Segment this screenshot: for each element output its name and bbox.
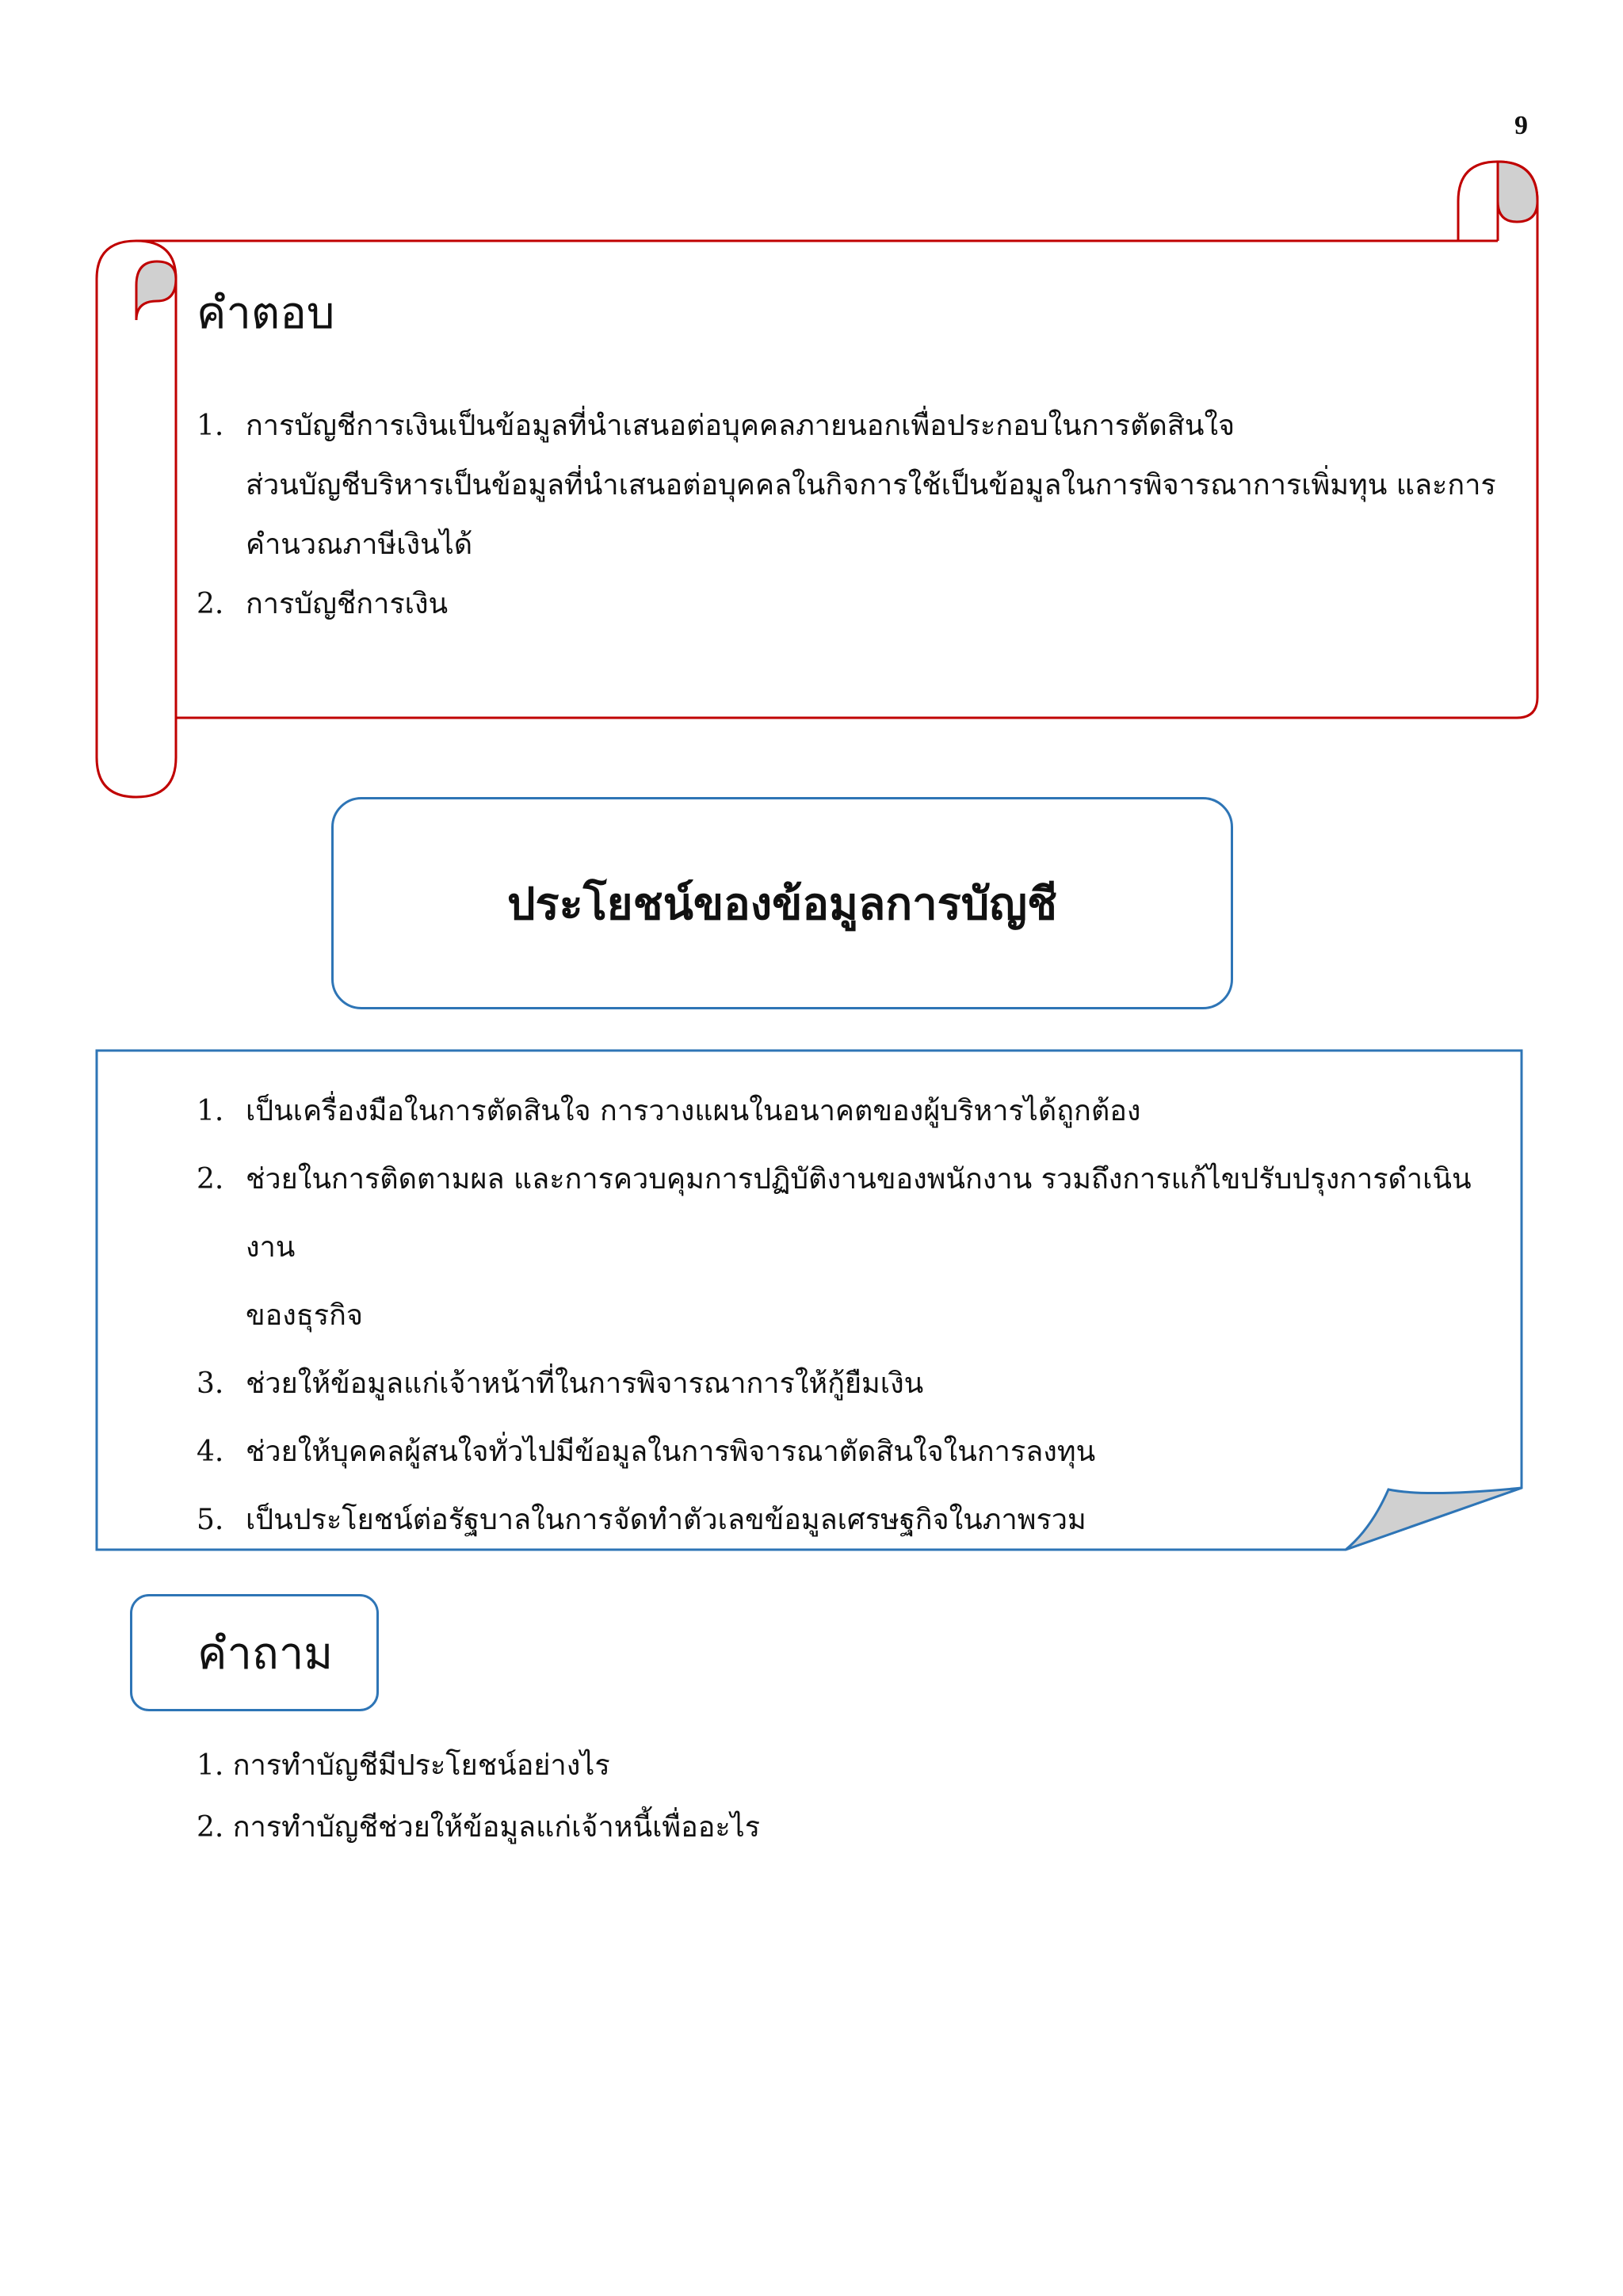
question-title: คำถาม <box>197 1627 334 1680</box>
answer-item-number: 2. <box>197 588 224 620</box>
benefit-item <box>197 1350 1496 1418</box>
benefit-item-line: เป็นประโยชน์ต่อรัฐบาลในการจัดทำตัวเลขข้อมูลเศรษฐกิจในภาพรวม <box>246 1504 1086 1536</box>
benefit-item-text <box>246 1350 1496 1418</box>
section-heading: ประโยชน์ของข้อมูลการบัญชี <box>507 877 1057 930</box>
benefit-item-number: 4. <box>197 1436 224 1468</box>
benefit-item-text <box>246 1418 1496 1486</box>
benefit-item-number: 3. <box>197 1367 224 1400</box>
answer-item-line: การบัญชีการเงิน <box>246 588 449 620</box>
benefit-item-line: ช่วยให้บุคคลผู้สนใจทั่วไปมีข้อมูลในการพิจารณาตัดสินใจในการลงทุน <box>246 1436 1096 1468</box>
answer-item-line: การบัญชีการเงินเป็นข้อมูลที่นำเสนอต่อบุคคลภายนอกเพื่อประกอบในการตัดสินใจ <box>246 410 1235 442</box>
question-item: 2. การทำบัญชีช่วยให้ข้อมูลแก่เจ้าหนี้เพื่ออะไร <box>197 1811 761 1844</box>
benefit-item-number: 5. <box>197 1504 224 1536</box>
benefit-item-line: ช่วยในการติดตามผล และการควบคุมการปฏิบัติงานของพนักงาน รวมถึงการแก้ไขปรับปรุงการดำเนินงาน <box>246 1163 1472 1264</box>
benefit-item-text <box>246 1146 1496 1350</box>
benefit-item <box>197 1146 1496 1350</box>
benefit-item-line: เป็นเครื่องมือในการตัดสินใจ การวางแผนในอนาคตของผู้บริหารได้ถูกต้อง <box>246 1095 1141 1127</box>
question-box <box>130 1594 379 1711</box>
benefit-item-line: ของธุรกิจ <box>246 1299 364 1332</box>
benefit-item-text <box>246 1077 1496 1146</box>
benefit-item <box>197 1418 1496 1486</box>
answer-title: คำตอบ <box>197 288 335 339</box>
benefit-item-line: ช่วยให้ข้อมูลแก่เจ้าหน้าที่ในการพิจารณาการให้กู้ยืมเงิน <box>246 1367 924 1400</box>
answer-item-line: ส่วนบัญชีบริหารเป็นข้อมูลที่นำเสนอต่อบุคคลในกิจการใช้เป็นข้อมูลในการพิจารณาการเพิ่มทุน และการ <box>246 469 1496 502</box>
benefits-list <box>197 1077 1496 1554</box>
question-list <box>197 1735 1465 1859</box>
answer-item-number: 1. <box>197 410 224 442</box>
benefit-item <box>197 1077 1496 1146</box>
benefit-item-number: 1. <box>197 1095 224 1127</box>
benefit-item-text <box>246 1486 1496 1554</box>
benefit-item-number: 2. <box>197 1163 224 1196</box>
question-item: 1. การทำบัญชีมีประโยชน์อย่างไร <box>197 1749 610 1782</box>
answer-item-line: คำนวณภาษีเงินได้ <box>246 528 473 561</box>
benefit-item <box>197 1486 1496 1554</box>
page-number: 9 <box>1514 111 1528 140</box>
